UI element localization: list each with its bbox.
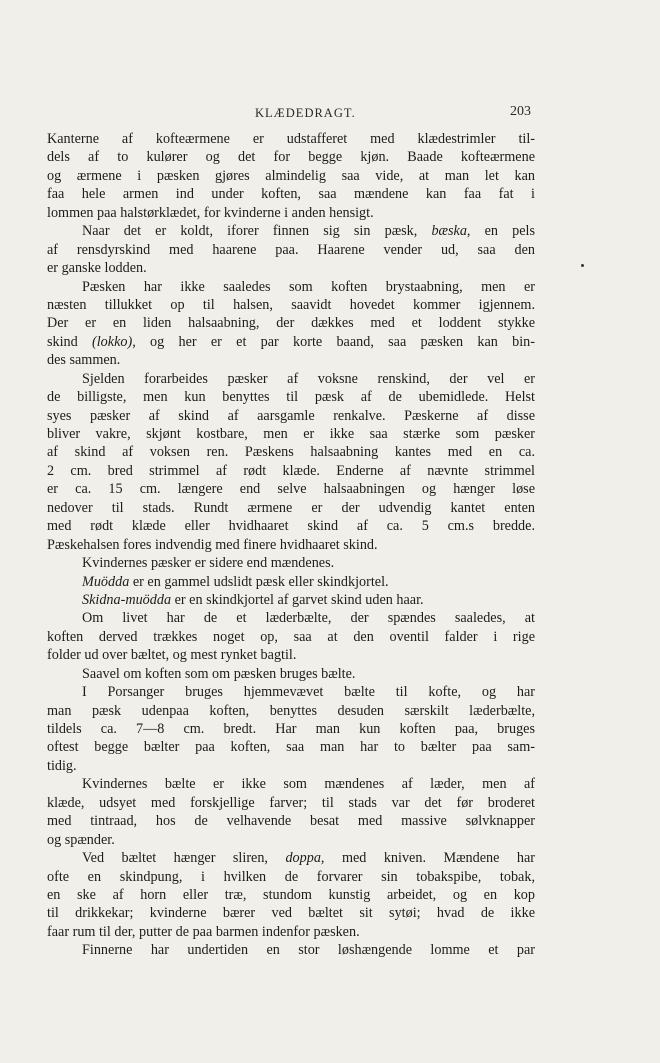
text-fragment: , med kniven. Mændene har [320, 850, 535, 867]
text-line [47, 222, 535, 240]
text-line [47, 333, 535, 351]
text-line: af rensdyrskind med haarene paa. Haarene vender ud, saa den [47, 241, 535, 258]
text-line: des sammen. [47, 352, 121, 369]
text-line: 2 cm. bred strimmel af rødt klæde. Enderne af nævnte strimmel [47, 462, 535, 479]
text-fragment: skind [47, 333, 93, 350]
text-line: Pæsken har ikke saaledes som koften brystaabning, men er [82, 278, 535, 295]
italic-term: Muödda [82, 573, 130, 590]
text-line: klæde, udsyet med forskjellige farver; til stads var det før broderet [47, 794, 535, 811]
text-fragment: Ved bæltet hænger sliren, [82, 850, 286, 867]
text-line: er ca. 15 cm. længere end selve halsaabningen og hænger løse [47, 481, 535, 498]
text-line [47, 591, 535, 609]
text-line: Der er en liden halsaabning, der dækkes med et loddent stykke [47, 315, 535, 332]
text-line: Pæskehalsen fores indvendig med finere hvidhaaret skind. [47, 536, 378, 553]
text-line: nedover til stads. Rundt ærmene er der udvendig kantet enten [47, 499, 535, 516]
text-line: en ske af horn eller træ, stundom kunstig arbeidet, og en kop [47, 886, 535, 903]
text-line: tildels ca. 7—8 cm. bredt. Har man kun koften paa, bruges [47, 721, 535, 737]
text-line: bliver vakre, skjønt kostbare, men er ikke saa stærke som pæsker [47, 426, 535, 442]
text-line: koften derved trækkes noget op, saa at den oventil falder i rige [47, 628, 535, 645]
text-line: til drikkekar; kvinderne bærer ved bæltet sit sytøi; hvad de ikke [47, 905, 535, 922]
text-line: med tintraad, hos de velhavende besat med massive sølvknapper [47, 813, 535, 830]
text-line: Kvindernes pæsker er sidere end mændenes. [82, 555, 335, 572]
italic-term: bæska [431, 223, 467, 240]
page-number: 203 [510, 104, 531, 119]
text-line [47, 849, 535, 867]
text-fragment: er en gammel udslidt pæsk eller skindkjortel. [129, 573, 389, 590]
text-line: Sjelden forarbeides pæsker af voksne renskind, der vel er [82, 370, 535, 387]
text-line: lommen paa halstørklædet, for kvinderne i anden hensigt. [47, 204, 374, 221]
text-line: med rødt klæde eller hvidhaaret skind af ca. 5 cm.s bredde. [47, 518, 535, 535]
text-line: syes pæsker af skind af aarsgamle renkalve. Pæskerne af disse [47, 407, 535, 424]
italic-term: Skidna-muödda [82, 591, 172, 608]
text-line: af skind af voksen ren. Pæskens halsaabning kantes med en ca. [47, 444, 535, 461]
text-line: Om livet har de et læderbælte, der spændes saaledes, at [82, 610, 535, 627]
text-fragment: , en pels [466, 223, 535, 240]
text-line: og spænder. [47, 831, 115, 848]
text-line: tidig. [47, 757, 77, 774]
text-line [47, 573, 535, 591]
text-line: dels af to kulører og det for begge kjøn. Baade kofteærmene [47, 149, 535, 166]
text-line: de billigste, men kun benyttes til pæsk af de ubemidlede. Helst [47, 389, 535, 406]
text-line: man pæsk udenpaa koften, benyttes desuden særskilt læderbælte, [47, 702, 535, 719]
text-line: og ærmene i pæsken gjøres almindelig saa vide, at man let kan [47, 167, 535, 184]
text-line: Saavel om koften som om pæsken bruges bælte. [82, 665, 356, 682]
text-line: oftest begge bælter paa koften, saa man har to bælter paa sam- [47, 739, 535, 756]
text-line: er ganske lodden. [47, 260, 147, 277]
paper-speck [581, 264, 584, 267]
text-line: I Porsanger bruges hjemmevævet bælte til kofte, og har [82, 684, 535, 701]
italic-term: (lokko) [92, 333, 133, 350]
body-text [47, 130, 535, 960]
text-fragment: , og her er et par korte baand, saa pæsken kan bin- [132, 333, 535, 350]
text-line: næsten tillukket op til halsen, saavidt hovedet kommer igjennem. [47, 296, 535, 313]
text-line: Kvindernes bælte er ikke som mændenes af læder, men af [82, 776, 535, 793]
text-fragment: er en skindkjortel af garvet skind uden haar. [171, 591, 424, 608]
text-line: ofte en skindpung, i hvilken de forvarer sin tobakspibe, tobak, [47, 868, 535, 885]
text-line: faa hele armen ind under koften, saa mændene kan faa fat i [47, 186, 535, 203]
text-fragment: Naar det er koldt, iforer finnen sig sin pæsk, [82, 223, 432, 240]
text-line: Finnerne har undertiden en stor løshængende lomme et par [82, 942, 535, 959]
running-head: KLÆDEDRAGT. [255, 106, 356, 120]
italic-term: doppa [285, 850, 321, 867]
text-line: folder ud over bæltet, og mest rynket bagtil. [47, 647, 297, 664]
text-line: faar rum til der, putter de paa barmen indenfor pæsken. [47, 923, 360, 940]
text-line: Kanterne af kofteærmene er udstafferet med klædestrimler til- [47, 131, 535, 147]
